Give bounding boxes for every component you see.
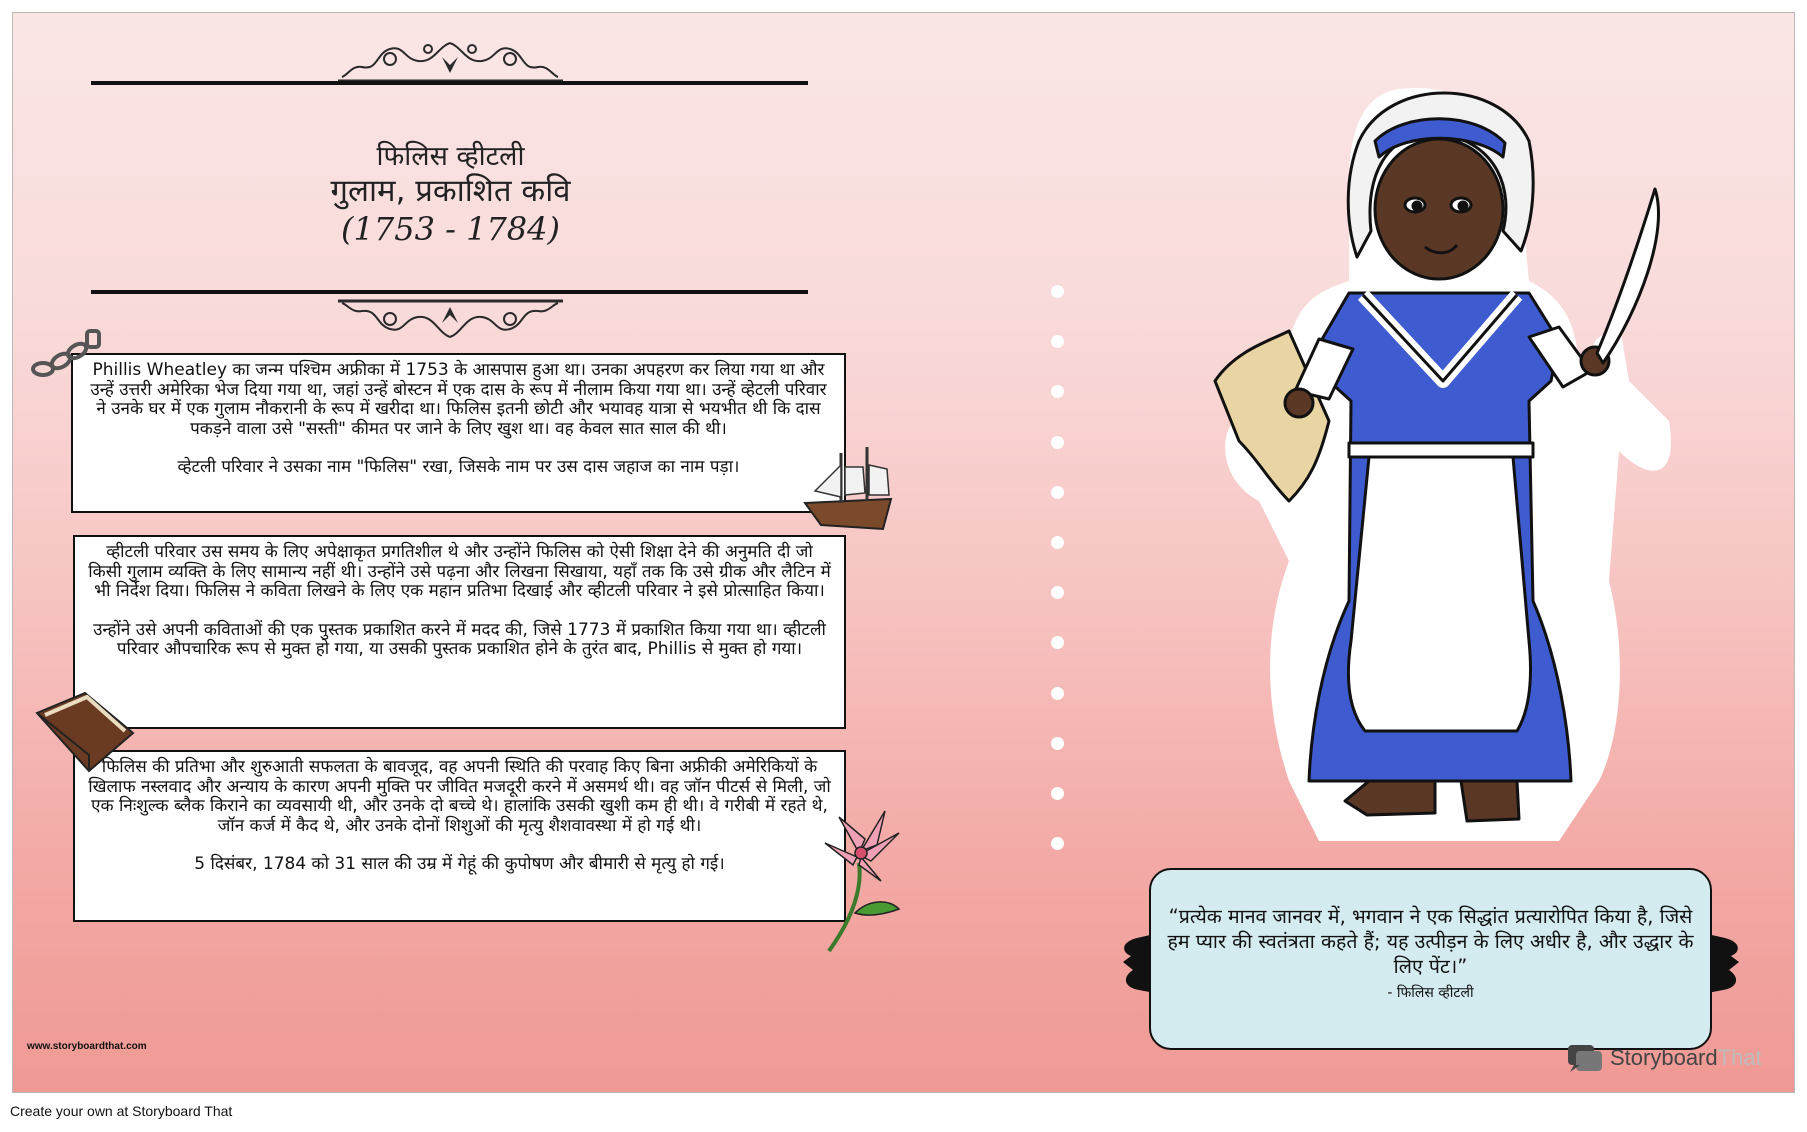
bottom-flourish-ornament [338,297,563,341]
bottom-rule [91,290,808,294]
quote-box [1149,868,1712,1050]
phillis-wheatley-character-illustration [1199,81,1683,858]
flower-icon [819,803,909,953]
dot [1051,486,1064,499]
intro-paragraph-2: व्हेटली परिवार ने उसका नाम "फिलिस" रखा, जिसके नाम पर उस दास जहाज का नाम पड़ा। [177,457,740,477]
subject-role: गुलाम, प्रकाशित कवि [330,173,571,209]
quote-author: - फिलिस व्हीटली [1387,985,1474,1001]
dot [1051,536,1064,549]
brand-part-that: That [1717,1045,1762,1070]
dot [1051,837,1064,850]
poster [12,12,1795,1093]
intro-text-box [71,353,846,513]
dot-column [1051,285,1065,887]
top-flourish-ornament [338,37,563,87]
later-life-text-box [73,750,846,922]
storyboardthat-brand[interactable] [1566,1043,1762,1073]
site-url[interactable]: www.storyboardthat.com [27,1041,147,1052]
dot [1051,737,1064,750]
dot [1051,436,1064,449]
education-paragraph-1: व्हीटली परिवार उस समय के लिए अपेक्षाकृत प्रगतिशील थे और उन्होंने फिलिस को ऐसी शिक्षा देने की अनुमति दी जो किसी गुलाम व्यक्ति के लिए सामान्य नहीं थी। उन्होंने उसे पढ़ना और लिखना सिखाया, यहाँ तक कि उसे ग्रीक और लैटिन में भी निर्देश दिया। फिलिस ने कविता लिखने के लिए एक महान प्रतिभा दिखाई और व्हीटली परिवार ने इसे प्रोत्साहित किया। [88,542,831,601]
dot [1051,636,1064,649]
later-life-paragraph-2: 5 दिसंबर, 1784 को 31 साल की उम्र में गेहूं की कुपोषण और बीमारी से मृत्यु हो गई। [194,854,725,874]
dot [1051,335,1064,348]
brand-name [1610,1045,1762,1071]
dot [1051,687,1064,700]
dot [1051,385,1064,398]
quote-scroll [1129,868,1732,1050]
ship-icon [801,445,901,535]
education-text-box [73,535,846,729]
chain-icon [25,325,105,385]
intro-paragraph-1: Phillis Wheatley का जन्म पश्चिम अफ्रीका में 1753 के आसपास हुआ था। उनका अपहरण कर लिया गया था और उन्हें उत्तरी अमेरिका भेज दिया गया था, जहां उन्हें बोस्टन में एक दास के रूप में नीलाम किया गया था। उन्हें व्हेटली परिवार ने उनके घर में एक गुलाम नौकरानी के रूप में खरीदा था। फिलिस इतनी छोटी और भयावह यात्रा से भयभीत थी कि दास पकड़ने वाला उसे "सस्ती" कीमत पर जाने के लिए खुश था। वह केवल सात साल की थी। [90,360,827,439]
dot [1051,787,1064,800]
education-paragraph-2: उन्होंने उसे अपनी कविताओं की एक पुस्तक प्रकाशित करने में मदद की, जिसे 1773 में प्रकाशित किया गया था। व्हीटली परिवार औपचारिक रूप से मुक्त हो गया, या उसकी पुस्तक प्रकाशित होने के तुरंत बाद, Phillis से मुक्त हो गया। [93,619,826,659]
later-life-paragraph-1: फिलिस की प्रतिभा और शुरुआती सफलता के बावजूद, वह अपनी स्थिति की परवाह किए बिना अफ्रीकी अमेरिकियों के खिलाफ नस्लवाद और अन्याय के कारण अपनी मुक्ति पर जीवित मजदूरी करने में असमर्थ थी। वह जॉन पीटर्स से मिली, जो एक निःशुल्क ब्लैक किराने का व्यवसायी थी, और उनके दो बच्चे थे। हालांकि उसकी खुशी कम ही थी। वे गरीबी में रहते थे, जॉन कर्ज में कैद थे, और उनके दोनों शिशुओं की मृत्यु शैशवावस्था में हो गई थी। [88,757,831,836]
book-icon [31,685,143,777]
dot [1051,285,1064,298]
footer-link[interactable]: Create your own at Storyboard That [10,1103,233,1119]
top-rule [91,81,808,85]
quote-text: “प्रत्येक मानव जानवर में, भगवान ने एक सिद्धांत प्रत्यारोपित किया है, जिसे हम प्यार की स्वतंत्रता कहते हैं; यह उत्पीड़न के लिए अधीर है, और उद्धार के लिए पेंट।” [1167,905,1694,978]
dot [1051,586,1064,599]
title-block [193,141,708,249]
subject-name: फिलिस व्हीटली [376,141,525,172]
subject-years: (1753 - 1784) [341,210,560,248]
brand-part-storyboard: Storyboard [1610,1045,1718,1070]
storyboardthat-logo-icon [1566,1043,1604,1073]
